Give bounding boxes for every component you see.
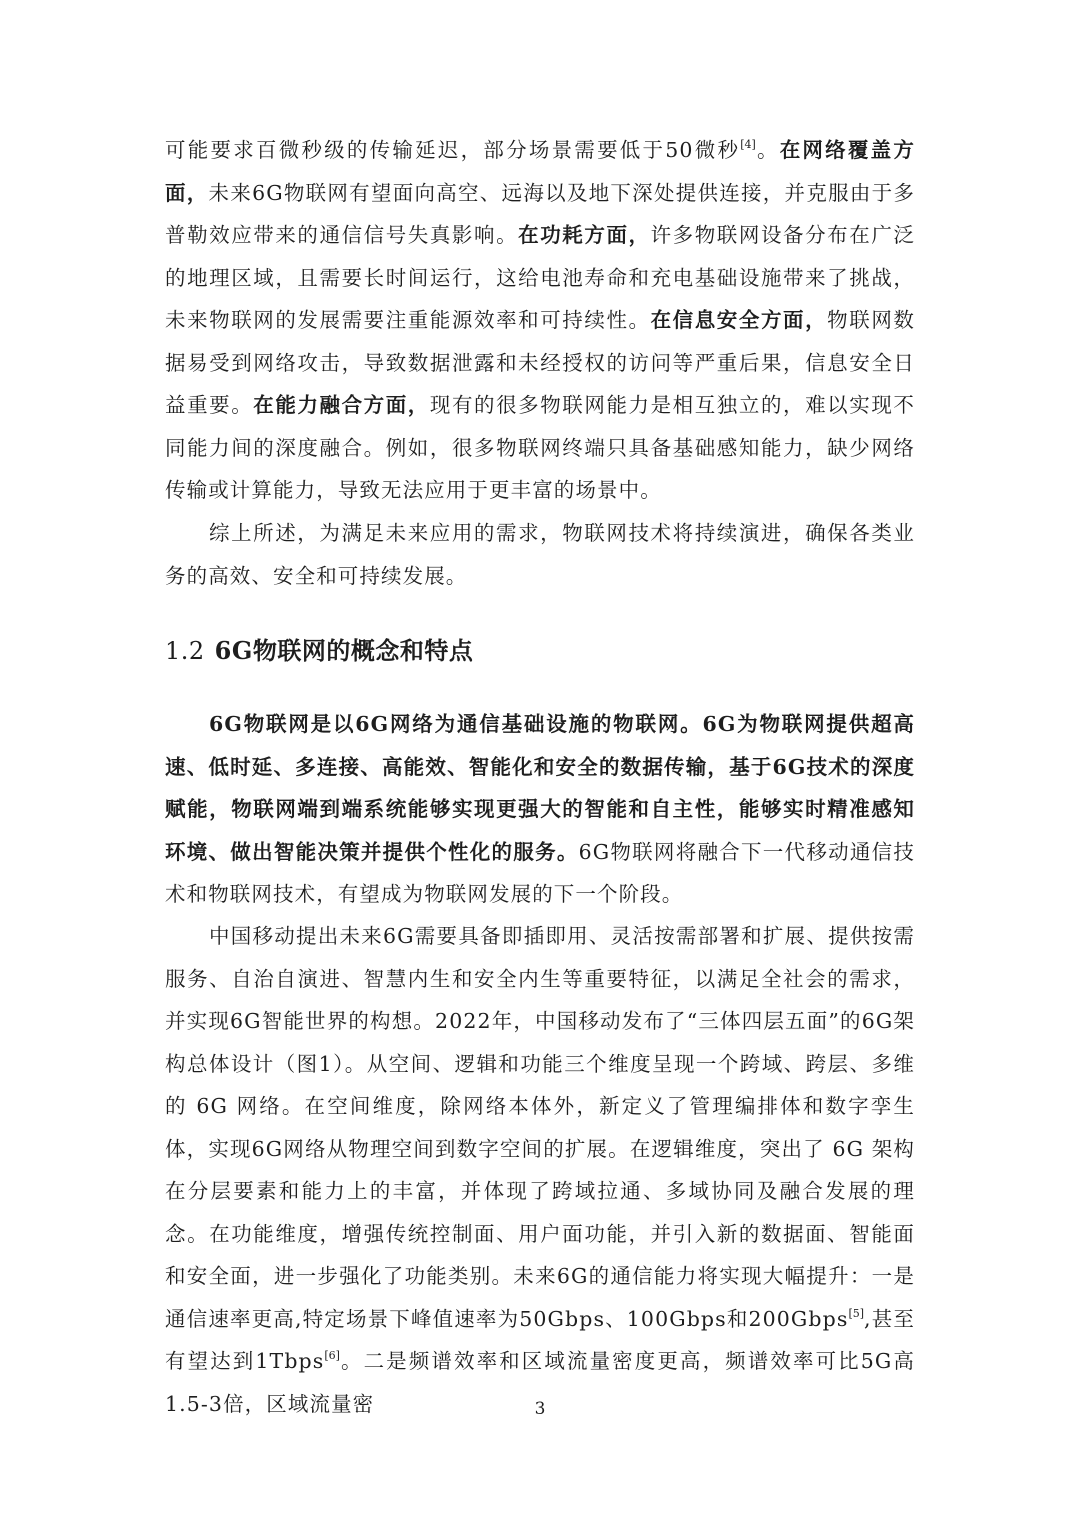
paragraph-6g-iot-definition [165,703,915,916]
text-span: 中国移动提出未来6G需要具备即插即用、灵活按需部署和扩展、提供按需服务、自治自演进、智慧内生和安全内生等重要特征，以满足全社会的需求，并实现6G智能世界的构想。2022年，中国移动发布了“三体四层五面”的6G架构总体设计（图1）。从空间、逻辑和功能三个维度呈现一个跨域、跨层、多维的 6G 网络。在空间维度，除网络本体外，新定义了管理编排体和数字孪生体，实现6G网络从物理空间到数字空间的扩展。在逻辑维度，突出了 6G 架构在分层要素和能力上的丰富，并体现了跨域拉通、多域协同及融合发展的理念。在功能维度，增强传统控制面、用户面功能，并引入新的数据面、智能面和安全面，进一步强化了功能类别。未来6G的通信能力将实现大幅提升：一是通信速率更高,特定场景下峰值速率为50Gbps、100Gbps和200Gbps [165,924,915,1331]
bold-lead: 在功耗方面， [518,223,651,247]
text-span: 可能要求百微秒级的传输延迟，部分场景需要低于50微秒 [165,138,741,162]
text-span: 。二是频谱效率和区域流量密度更高，频谱效率可比5G高1.5-3倍，区域流量密 [165,1349,915,1416]
page-number: 3 [534,1399,546,1419]
paragraph-iot-challenges [165,129,915,512]
text-span: 许多物联网设备分布在广泛的地理区域，且需要长时间运行，这给电池寿命和充电基础设施带来了挑战，未来物联网的发展需要注重能源效率和可持续性。 [165,223,915,332]
section-title: 6G物联网的概念和特点 [214,636,474,665]
bold-lead: 在信息安全方面， [650,308,828,332]
citation-ref: [4] [740,138,756,151]
text-span: ,甚至有望达到1Tbps [165,1306,915,1373]
text-span: 。 [755,138,780,162]
citation-ref: [5] [848,1306,865,1320]
text-span: 未来6G物联网有望面向高空、远海以及地下深处提供连接，并克服由于多普勒效应带来的通信信号失真影响。 [165,180,916,247]
bold-lead: 在能力融合方面， [253,393,430,417]
section-heading [165,634,473,668]
bold-lead: 在网络覆盖方面， [165,138,915,205]
text-span: 现有的很多物联网能力是相互独立的，难以实现不同能力间的深度融合。例如，很多物联网终端只具备基础感知能力，缺少网络传输或计算能力，导致无法应用于更丰富的场景中。 [165,393,915,502]
section-number: 1.2 [165,637,205,665]
paragraph-china-mobile-architecture [165,915,915,1425]
text-span: 6G物联网将融合下一代移动通信技术和物联网技术，有望成为物联网发展的下一个阶段。 [165,839,915,906]
bold-definition: 6G物联网是以6G网络为通信基础设施的物联网。6G为物联网提供超高速、低时延、多连接、高能效、智能化和安全的数据传输，基于6G技术的深度赋能，物联网端到端系统能够实现更强大的智能和自主性，能够实时精准感知环境、做出智能决策并提供个性化的服务。 [165,712,915,864]
citation-ref: [6] [324,1349,340,1362]
paragraph-summary: 综上所述，为满足未来应用的需求，物联网技术将持续演进，确保各类业务的高效、安全和可持续发展。 [165,521,915,588]
text-span: 物联网数据易受到网络攻击，导致数据泄露和未经授权的访问等严重后果，信息安全日益重要。 [165,308,915,417]
